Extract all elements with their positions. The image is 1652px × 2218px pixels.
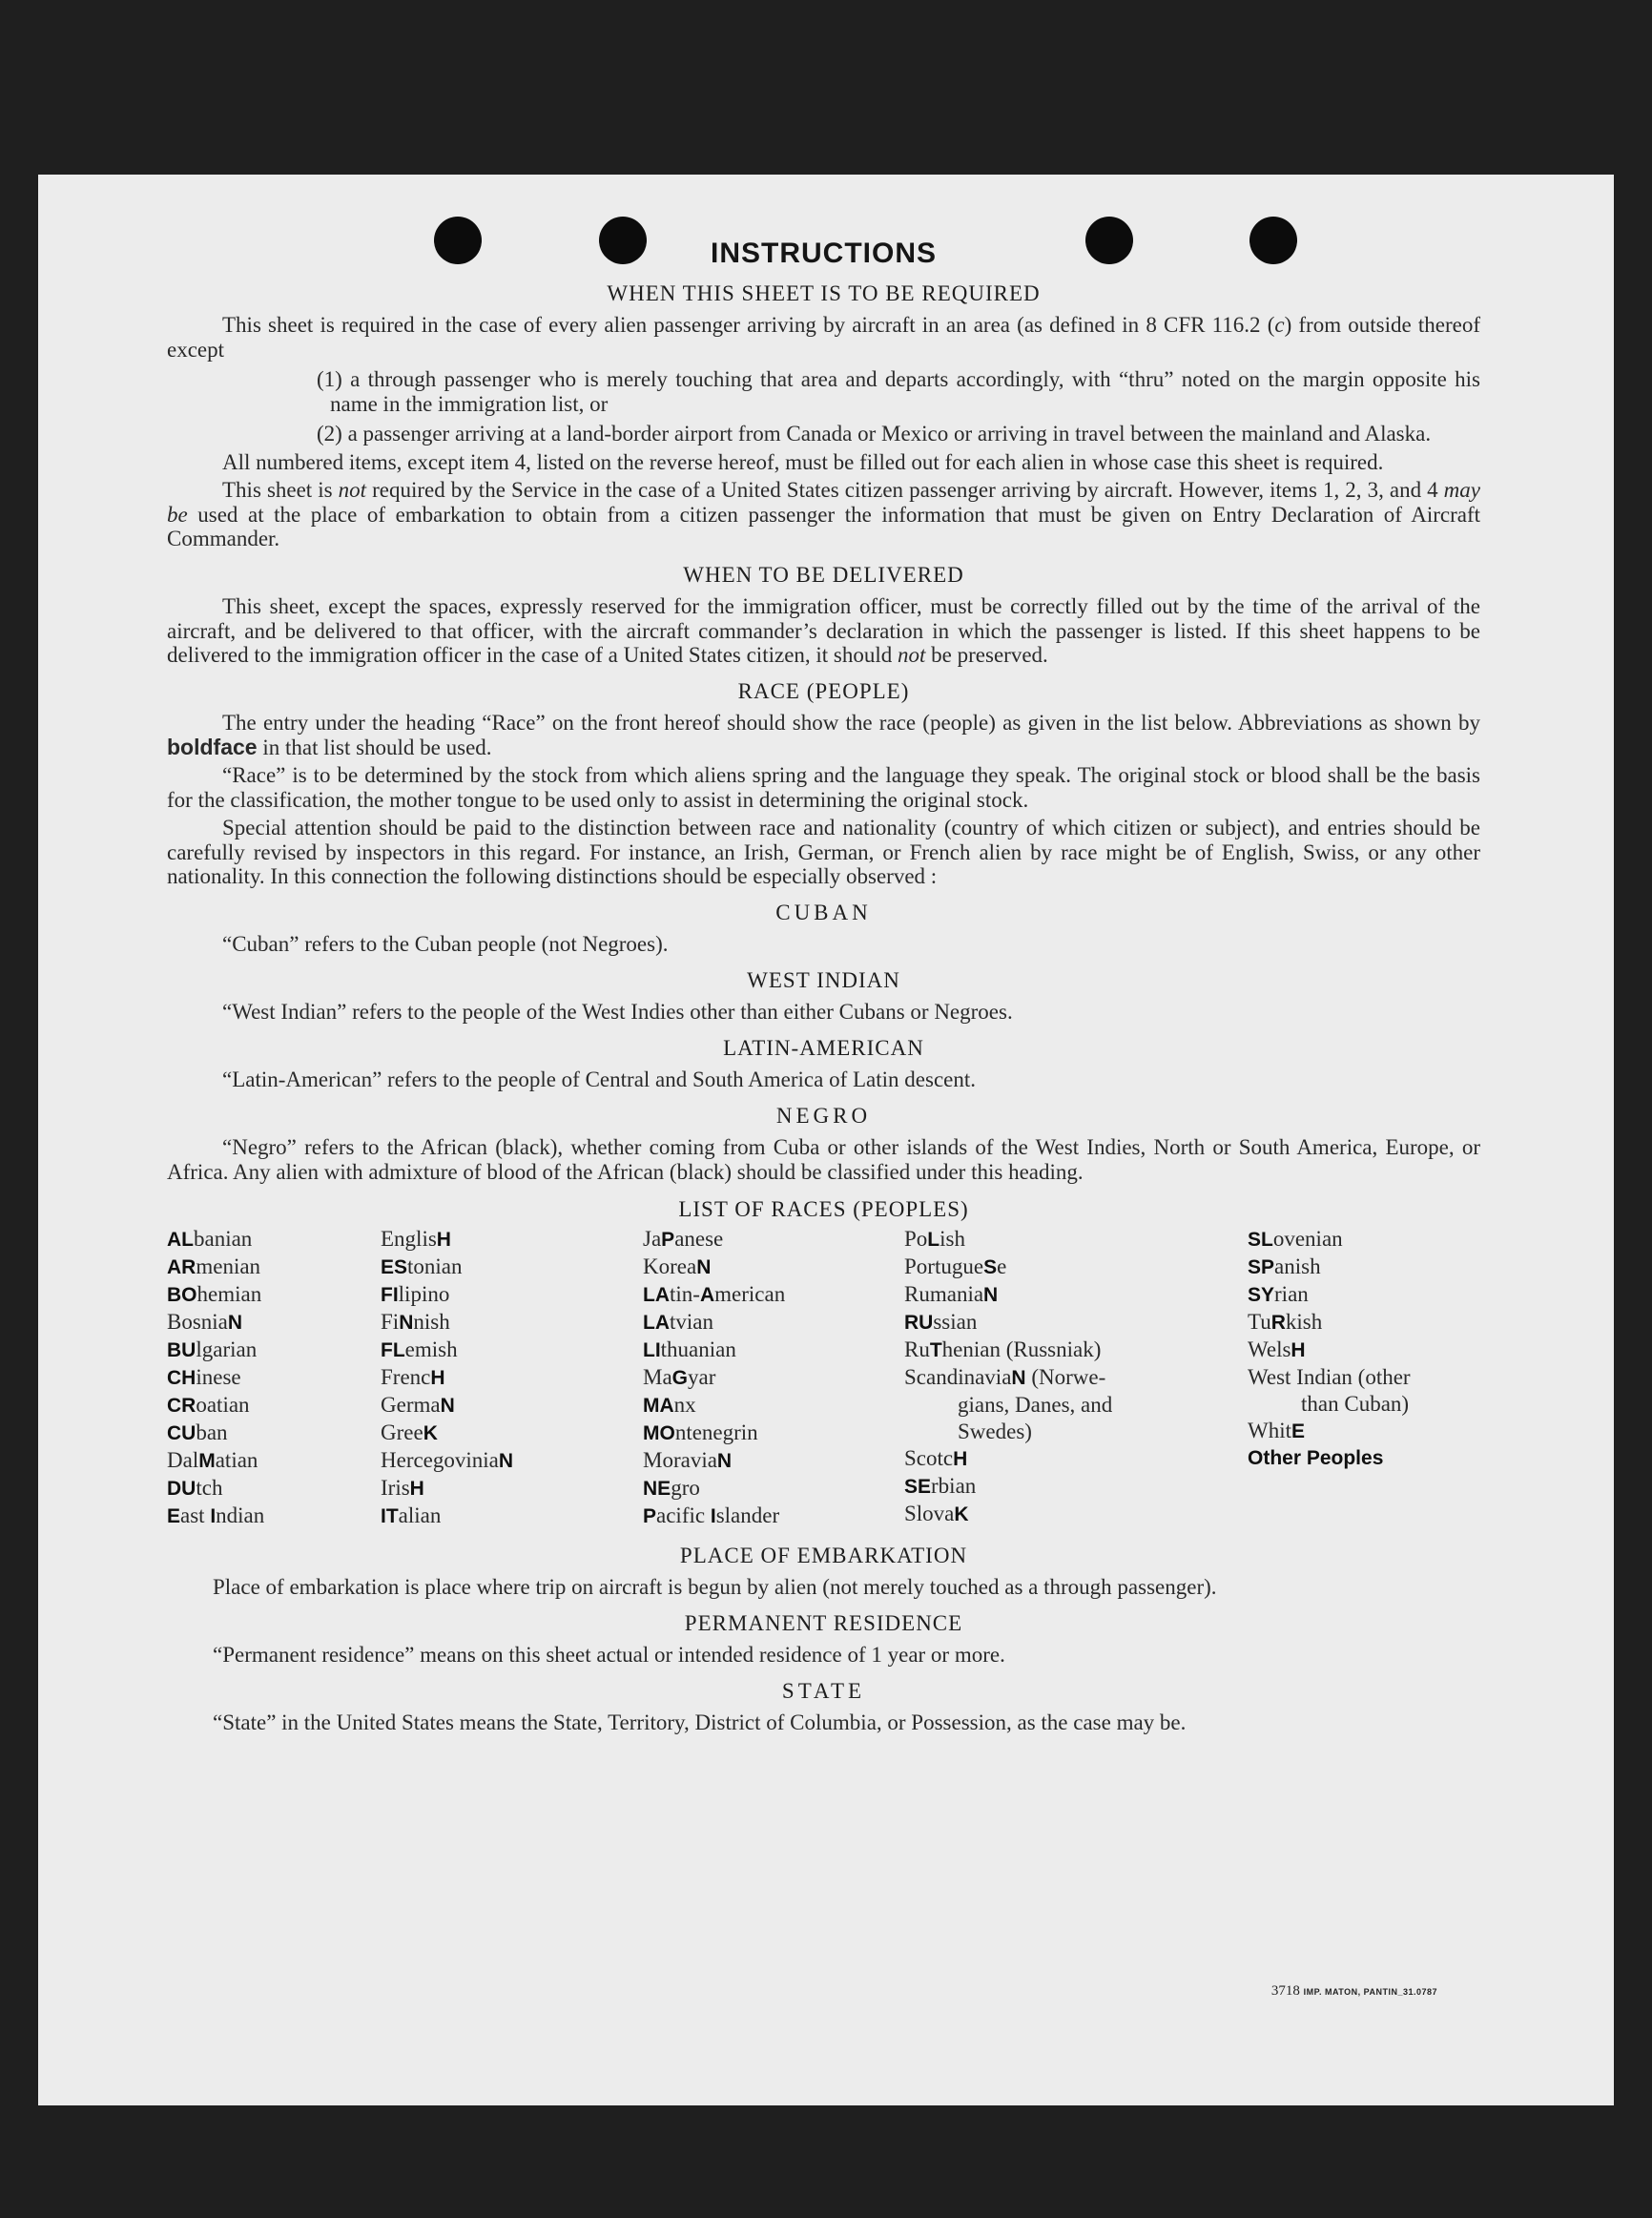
race-entry: PortugueSe [904,1254,1007,1278]
paragraph-required-3: This sheet is not required by the Service in the case of a United States citizen passenger arriving by aircraft. However, items 1, 2, 3, and 4 may be used at the place of embarkation to obtain from a citizen passenger the information that must be given on Entry Declaration of Aircraft Commander. [167,478,1480,550]
race-entry: KoreaN [643,1254,712,1278]
race-entry: MaGyar [643,1364,716,1389]
paragraph-negro: “Negro” refers to the African (black), whether coming from Cuba or other islands of the West Indies, North or South America, Europe, or Africa. Any alien with admixture of blood of the African (black) should be classified under this heading. [167,1135,1480,1184]
race-entry: MoraviaN [643,1447,733,1472]
instructions-body [167,238,1481,1739]
heading-embarkation: PLACE OF EMBARKATION [679,1543,968,1567]
race-entry: DUtch [167,1475,223,1500]
paragraph-cuban: “Cuban” refers to the Cuban people (not Negroes). [222,932,669,956]
race-entry: gians, Danes, and [958,1392,1113,1417]
race-entry: LAtvian [643,1309,713,1334]
race-entry: MAnx [643,1392,696,1417]
race-entry: Other Peoples [1248,1446,1384,1469]
heading-when-delivered: WHEN TO BE DELIVERED [683,562,964,587]
exception-item-1: (1) a through passenger who is merely touching that area and departs accordingly, with “thru” noted on the margin opposite his name in the immigration list, or [317,367,1480,416]
race-entry: BUlgarian [167,1337,258,1361]
race-entry: Pacific Islander [643,1503,780,1527]
race-entry: HercegoviniaN [381,1447,514,1472]
race-entry: IrisH [381,1475,424,1500]
race-entry: ALbanian [167,1226,253,1251]
races-column-2 [381,1226,643,1530]
race-entry: FrencH [381,1364,445,1389]
exception-item-2: (2) a passenger arriving at a land-border airport from Canada or Mexico or arriving in travel between the mainland and Alaska. [317,422,1432,446]
paragraph-required-1: This sheet is required in the case of every alien passenger arriving by aircraft in an area (as defined in 8 CFR 116.2 (c) from outside thereof except [167,313,1481,362]
race-entry: SlovaK [904,1501,969,1525]
race-entry: BOhemian [167,1281,262,1306]
race-entry: WelsH [1248,1337,1306,1361]
heading-race: RACE (PEOPLE) [737,678,910,703]
heading-list-of-races: LIST OF RACES (PEOPLES) [678,1197,969,1221]
heading-west-indian: WEST INDIAN [747,967,900,992]
page-title: INSTRUCTIONS [711,238,937,269]
printer-imprint: 3718 IMP. MATON, PANTIN_31.0787 [1270,1983,1437,1999]
paragraph-state: “State” in the United States means the State, Territory, District of Columbia, or Possession, as the case may be. [213,1710,1187,1734]
race-entry: SErbian [904,1473,977,1498]
race-entry: JaPanese [643,1226,724,1251]
race-entry: GreeK [381,1420,438,1444]
race-entry: TuRkish [1248,1309,1323,1334]
race-entry: FIlipino [381,1281,450,1306]
race-entry: RuThenian (Russniak) [904,1337,1102,1361]
race-entry: SLovenian [1248,1226,1343,1251]
race-entry: FiNnish [381,1309,450,1334]
heading-negro: NEGRO [775,1103,872,1128]
races-column-3 [643,1226,904,1530]
races-column-1 [167,1226,381,1530]
races-column-4 [904,1226,1248,1530]
race-entry: CRoatian [167,1392,250,1417]
races-list [167,1226,1480,1530]
race-entry: WhitE [1248,1418,1306,1442]
paragraph-race-1: The entry under the heading “Race” on the front hereof should show the race (people) as given in the list below. Abbreviations as shown by boldface in that list should be used. [167,711,1480,759]
race-entry: ScotcH [904,1445,968,1470]
race-entry: Swedes) [958,1419,1032,1443]
paragraph-race-2: “Race” is to be determined by the stock from which aliens spring and the language they speak. The original stock or blood shall be the basis for the classification, the mother tongue to be used only to assist in determining the original stock. [167,763,1480,812]
heading-when-required: WHEN THIS SHEET IS TO BE REQUIRED [607,280,1041,305]
race-entry: PoLish [904,1226,965,1251]
race-entry: EnglisH [381,1226,451,1251]
heading-state: STATE [781,1678,866,1703]
paragraph-race-3: Special attention should be paid to the distinction between race and nationality (country of which citizen or subject), and entries should be carefully revised by inspectors in this regard. For instance, an Irish, German, or French alien by race might be of English, Swiss, or any other nationality. In this connection the following distinctions should be especially observed : [167,816,1480,888]
race-entry: CHinese [167,1364,241,1389]
race-entry: FLemish [381,1337,458,1361]
paragraph-permanent-residence: “Permanent residence” means on this sheet actual or intended residence of 1 year or more. [213,1643,1005,1667]
race-entry: CUban [167,1420,228,1444]
race-entry: East Indian [167,1503,265,1527]
race-entry: ITalian [381,1503,442,1527]
paragraph-required-2: All numbered items, except item 4, listed on the reverse hereof, must be filled out for each alien in whose case this sheet is required. [222,449,1384,474]
heading-permanent-residence: PERMANENT RESIDENCE [684,1610,963,1635]
race-entry: LAtin-American [643,1281,786,1306]
heading-cuban: CUBAN [775,900,872,924]
race-entry: LIthuanian [643,1337,736,1361]
paragraph-latin-american: “Latin-American” refers to the people of Central and South America of Latin descent. [222,1068,976,1091]
race-entry: EStonian [381,1254,463,1278]
race-entry: GermaN [381,1392,455,1417]
race-entry: ScandinaviaN (Norwe- [904,1364,1106,1389]
paragraph-west-indian: “West Indian” refers to the people of the West Indies other than either Cubans or Negroes. [222,1000,1013,1024]
paragraph-delivered: This sheet, except the spaces, expressly reserved for the immigration officer, must be correctly filled out by the time of the arrival of the aircraft, and be delivered to that officer, with the aircraft commander’s declaration in which the passenger is listed. If this sheet happens to be delivered to the immigration officer in the case of a United States citizen, it should not be preserved. [167,594,1480,667]
race-entry: RUssian [904,1309,978,1334]
race-entry: West Indian (other [1248,1364,1411,1389]
paragraph-embarkation: Place of embarkation is place where trip on aircraft is begun by alien (not merely touched as a through passenger). [213,1575,1217,1599]
race-entry: MOntenegrin [643,1420,758,1444]
race-entry: DalMatian [167,1447,258,1472]
race-entry: ARmenian [167,1254,261,1278]
races-column-5 [1248,1226,1480,1530]
race-entry: RumaniaN [904,1281,999,1306]
race-entry: BosniaN [167,1309,243,1334]
race-entry: SYrian [1248,1281,1309,1306]
document-sheet [38,175,1614,2105]
race-entry: NEgro [643,1475,700,1500]
race-entry: SPanish [1248,1254,1321,1278]
race-entry: than Cuban) [1301,1391,1410,1416]
heading-latin-american: LATIN-AMERICAN [723,1035,924,1060]
